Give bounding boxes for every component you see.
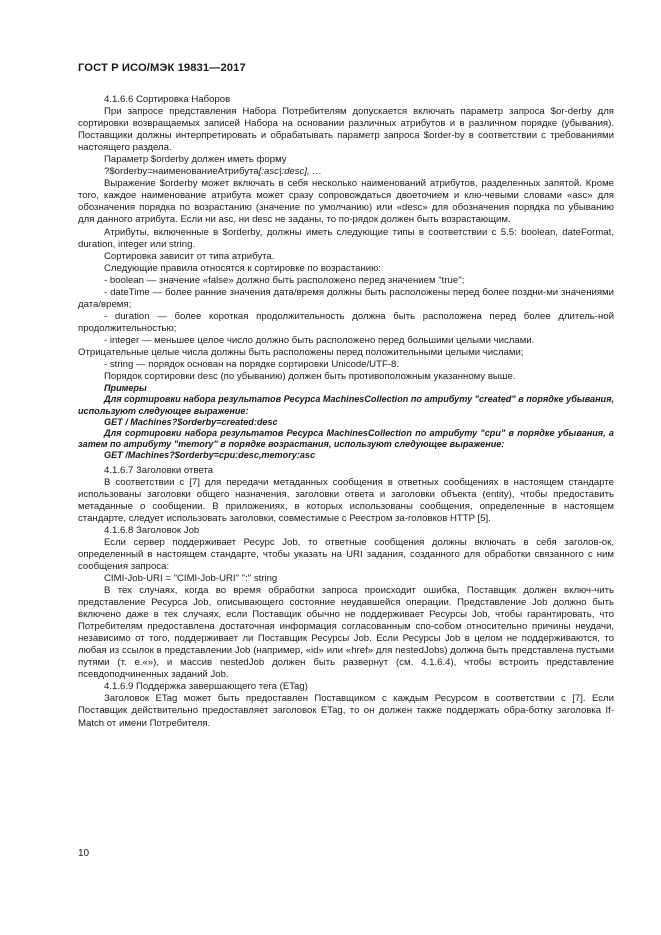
example-text: Для сортировки набора результатов Ресурса MachinesCollection по атрибуту "created" в порядке убывания, используют следующее выражение: <box>78 394 614 416</box>
paragraph: Параметр $orderby должен иметь форму <box>104 154 287 166</box>
example-code: GET / Machines?$orderby=created:desc <box>104 416 278 427</box>
code-part: ?$orderby=наименованиеАтрибута <box>104 166 259 178</box>
paragraph: Заголовок ETag может быть предоставлен Поставщиком с каждым Ресурсом в соответствии с [7]. Если Поставщик действительно предоставляет заголовок ETag, то он должен также поддержать обра-ботку заголовка If-Match от имени Потребителя. <box>78 693 614 729</box>
list-item: - dateTime — более ранние значения дата/время должны быть расположены перед более поздни-ми значениями дата/время; <box>78 286 614 310</box>
paragraph: Порядок сортировки desc (по убыванию) должен быть противоположным указанному выше. <box>104 371 516 383</box>
paragraph: В соответствии с [7] для передачи метаданных сообщения в ответных сообщениях в настоящем стандарте использованы заголовки общего назначения, заголовки ответа и заголовки объекта (entity), чтобы предоставить метаданные о сообщении. В приложениях, в которых использованы сообщения, определенные в настоящем стандарте, следует использовать заголовки, совместимые с Реестром за-головков HTTP [5]. <box>78 476 614 524</box>
code-line <box>78 166 614 178</box>
paragraph: Следующие правила относятся к сортировке по возрастанию: <box>104 262 381 274</box>
list-item: - integer — меньшее целое число должно быть расположено перед большими целыми числами. <box>104 334 535 346</box>
code-part-italic: [:asc|:desc], … <box>258 166 322 178</box>
example-text: Для сортировки набора результатов Ресурса MachinesCollection по атрибуту "cpu" в порядке убывания, а затем по атрибуту "memory" в порядке возрастания, используют следующее выражение: <box>78 427 614 450</box>
list-item: - boolean — значение «false» должно быть расположено перед значением "true"; <box>104 274 465 286</box>
section-heading-4-1-6-6: 4.1.6.6 Сортировка Наборов <box>104 94 231 105</box>
document-header: ГОСТ Р ИСО/МЭК 19831—2017 <box>78 62 246 74</box>
example-code: GET /Machines?$orderby=cpu:desc,memory:asc <box>104 450 315 461</box>
list-item-continuation: Отрицательные целые числа должны быть расположены перед положительными целыми числами; <box>78 346 524 358</box>
list-item: - string — порядок основан на порядке сортировки Unicode/UTF-8. <box>104 359 400 371</box>
paragraph: В тех случаях, когда во время обработки запроса происходит ошибка, Поставщик должен включ-чить представление Ресурса Job, описывающего состояние неудавшейся операции. Представление Job должно быть включено даже в тех случаях, если Поставщик обычно не поддерживает Ресурсы Job, чтобы гарантировать, что Потребителям предоставлена достаточная информация согласованным спо-собом относительно причины неудачи, независимо от того, поддерживает ли Поставщик Ресурсы Job. Если Ресурсы Job в целом не поддерживаются, то любая из ссылок в представлении Job (например, «id» или «href» для nestedJobs) должна быть представлена пустыми путями (т. е.«»), и массив nestedJob должен быть развернут (см. 4.1.6.4), чтобы встроить представление псевдоподчиненных заданий Job. <box>78 585 614 681</box>
paragraph: При запросе представления Набора Потребителям допускается включать параметр запроса $or-derby для сортировки возвращаемых записей Набора на основании различных атрибутов и в различном порядке (убывания). Поставщики должны интерпретировать и обрабатывать параметр запроса $order-by в соответствии с требованиями настоящего раздела. <box>78 106 614 154</box>
paragraph: Выражение $orderby может включать в себя несколько наименований атрибутов, разделенных запятой. Кроме того, каждое наименование атрибута может сразу сопровождаться двоеточием и клю-чевыми словами «asc» для обозначения порядка по возрастанию (значение по умолчанию) или «desc» для обозначения порядка по убыванию для данного атрибута. Если ни asc, ни desc не заданы, то по-рядок должен быть возрастающим. <box>78 178 614 226</box>
page-number: 10 <box>78 848 90 859</box>
list-item: - duration — более короткая продолжительность должна быть расположена перед более длитель-ной продолжительностью; <box>78 310 614 334</box>
section-heading-4-1-6-9: 4.1.6.9 Поддержка завершающего тега (ETag) <box>104 681 308 693</box>
code-line: CIMI-Job-URI = "CIMI-Job-URI" ":" string <box>104 572 278 584</box>
page-content <box>78 94 614 730</box>
paragraph: Если сервер поддерживает Ресурс Job, то ответные сообщения должны включать в себя заголов-ок, определенный в настоящем стандарте, чтобы указать на URI задания, созданного для обработки связанного с ним сообщения запроса: <box>78 536 614 572</box>
section-heading-4-1-6-7: 4.1.6.7 Заголовки ответа <box>104 464 214 476</box>
paragraph: Сортировка зависит от типа атрибута. <box>104 250 275 262</box>
examples-title: Примеры <box>104 383 147 394</box>
paragraph: Атрибуты, включенные в $orderby, должны иметь следующие типы в соответствии с 5.5: boolean, dateFormat, duration, integer или string. <box>78 226 614 250</box>
section-heading-4-1-6-8: 4.1.6.8 Заголовок Job <box>104 524 200 536</box>
